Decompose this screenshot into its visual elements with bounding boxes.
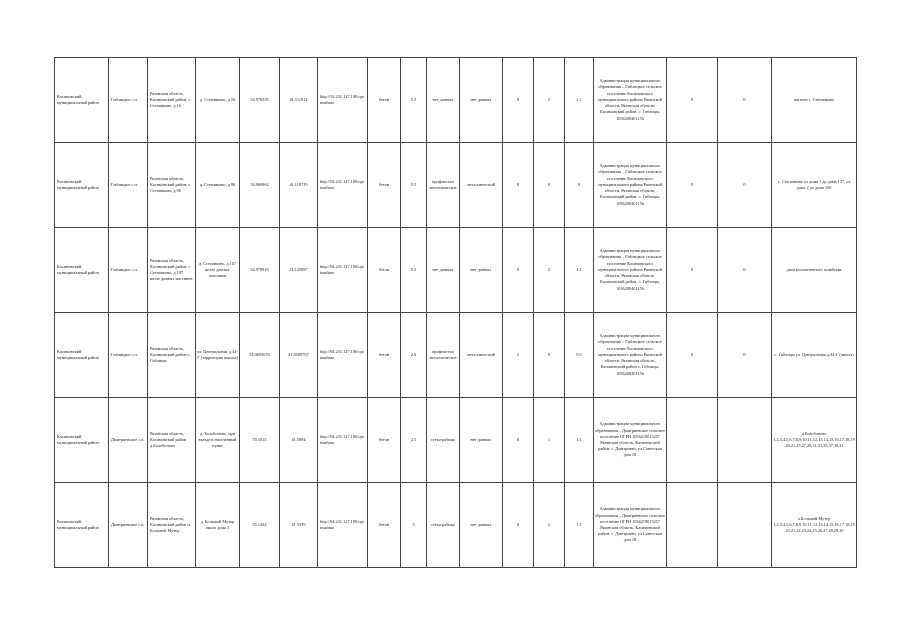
cell-surface: бетон: [368, 58, 401, 143]
table-row: [55, 483, 857, 568]
cell-cover: металлический: [460, 143, 503, 228]
cell-link: http://94.231.127.100/opt imahmo: [318, 483, 368, 568]
cell-n3: [667, 483, 718, 568]
cell-lon: 41.0509767: [280, 313, 318, 398]
cell-n2: 1: [534, 398, 565, 483]
cell-settlement: Дмитриевское с.п.: [109, 398, 148, 483]
cell-sources: п.Большой Мутор 1,2,3,4,5,6,7,8,9,10,11,12,13,14,15,16,17,18,19,20,21,22,23,24,25,26,27,28,29,30: [772, 483, 857, 568]
cell-settlement: Дмитриевское с.п.: [109, 483, 148, 568]
cell-district: Касимовский муниципальный район: [55, 228, 109, 313]
cell-n3: 0: [667, 58, 718, 143]
table-row: [55, 313, 857, 398]
table-row: [55, 58, 857, 143]
cell-sources: жители с. Степанково: [772, 58, 857, 143]
cell-fence: нет данных: [427, 58, 460, 143]
table-row: [55, 398, 857, 483]
cell-link: http://94.231.127.100/opt imahmo: [318, 228, 368, 313]
cell-lat: 54.9695676: [240, 313, 280, 398]
cell-district: Касимовский муниципальный район: [55, 398, 109, 483]
cell-settlement: Гиблицкое с.п.: [109, 58, 148, 143]
cell-address: д. Степанково, д.96: [196, 143, 240, 228]
cell-cover: нет данных: [460, 228, 503, 313]
cell-location: Рязанская область, Касимовский район с. Гиблицы: [148, 313, 196, 398]
cell-lon: 41.125887: [280, 228, 318, 313]
cell-area: 2.5: [401, 398, 427, 483]
cell-address: д. Большой Мутор около дома 5: [196, 483, 240, 568]
cell-cover: металлический: [460, 313, 503, 398]
cell-address: д. Степанково, д.107 возле дачных массивов: [196, 228, 240, 313]
cell-cover: нет данных: [460, 58, 503, 143]
cell-address: д. Степанково, д.16: [196, 58, 240, 143]
cell-district: Касимовский муниципальный район: [55, 143, 109, 228]
cell-settlement: Гиблицкое с.п.: [109, 313, 148, 398]
cell-district: Касимовский муниципальный район: [55, 483, 109, 568]
cell-owner: Администрация муниципального образования – Дмитриевское сельское поселение ОГРН 1056219015257 Рязанская область, Касимовский район, с. Дмитриево, ул.Советская дом 18: [594, 483, 667, 568]
cell-fence: нет данных: [427, 228, 460, 313]
cell-location: Рязанская область, Касимовский район п. Большой Мутор: [148, 483, 196, 568]
cell-area: 2.6: [401, 313, 427, 398]
cell-link: http://94.231.127.100/opt imahmo: [318, 398, 368, 483]
cell-n3: [667, 398, 718, 483]
cell-area: 5.5: [401, 143, 427, 228]
cell-owner: Администрация муниципального образования – Гиблицкое сельское поселение Касимовского муниципального района Рязанской области, Рязанская область, Касимовский район, с. Гиблицы, 1056208401156: [594, 143, 667, 228]
cell-n2: 2: [534, 58, 565, 143]
cell-surface: бетон: [368, 483, 401, 568]
cell-surface: бетон: [368, 313, 401, 398]
cell-volume: 1.1: [565, 398, 594, 483]
cell-owner: Администрация муниципального образования – Гиблицкое сельское поселение Касимовского муниципального района Рязанской области, Рязанская область, Касимовский район, с. Гиблицы, 1056208401156: [594, 228, 667, 313]
cell-lon: 41.111912: [280, 58, 318, 143]
cell-lon: 41.5339: [280, 483, 318, 568]
cell-n2: 0: [534, 143, 565, 228]
cell-volume: 1.1: [565, 228, 594, 313]
cell-area: 5: [401, 483, 427, 568]
cell-n3: 0: [667, 313, 718, 398]
cell-lat: 55.1432: [240, 483, 280, 568]
cell-volume: 1.1: [565, 58, 594, 143]
table-body: [55, 58, 857, 568]
cell-n1: 0: [503, 143, 534, 228]
cell-settlement: Гиблицкое с.п.: [109, 228, 148, 313]
cell-surface: бетон: [368, 143, 401, 228]
cell-volume: 0: [565, 143, 594, 228]
cell-owner: Администрация муниципального образования – Дмитриевское сельское поселение ОГРН 1056219015257 Рязанская область, Касимовский район, с. Дмитриево, ул.Советская дом 18: [594, 398, 667, 483]
cell-n2: 0: [534, 313, 565, 398]
cell-fence: профнастил металлическое: [427, 143, 460, 228]
cell-surface: бетон: [368, 228, 401, 313]
cell-lat: 54.976335: [240, 58, 280, 143]
cell-n1: 0: [503, 398, 534, 483]
cell-location: Рязанская область, Касимовский район, с. Степанково, д.107 возле дачных массивов: [148, 228, 196, 313]
cell-n3: 0: [667, 228, 718, 313]
cell-fence: сетка-рабица: [427, 398, 460, 483]
cell-n1: 0: [503, 228, 534, 313]
cell-n4: [718, 483, 772, 568]
cell-sources: д.Болобоново 1,2,3,4,5,6,7,8,9,10,11,12,13,14,15,16,17,18,19,20,21,25,27,29,31,33,35,37,39,41: [772, 398, 857, 483]
cell-location: Рязанская область, Касимовский район д.Болобоново: [148, 398, 196, 483]
cell-settlement: Гиблицкое с.п.: [109, 143, 148, 228]
cell-lon: 41.5894: [280, 398, 318, 483]
cell-area: 5.5: [401, 228, 427, 313]
cell-cover: нет данных: [460, 483, 503, 568]
cell-owner: Администрация муниципального образования – Гиблицкое сельское поселение Касимовского муниципального района Рязанской области, Рязанская область, Касимовский район, с. Гиблицы, 1056208401156: [594, 58, 667, 143]
cell-n4: 0: [718, 58, 772, 143]
cell-location: Рязанская область, Касимовский район, с. Степанково, д.96: [148, 143, 196, 228]
cell-link: http://94.231.127.100/opt imahmo: [318, 58, 368, 143]
cell-sources: дачи коллективного хозяйства: [772, 228, 857, 313]
cell-district: Касимовский муниципальный район: [55, 58, 109, 143]
cell-n1: 1: [503, 313, 534, 398]
cell-lat: 55.1015: [240, 398, 280, 483]
cell-n4: [718, 398, 772, 483]
cell-location: Рязанская область, Касимовский район, с. Степанково, д.16: [148, 58, 196, 143]
cell-link: http://94.231.127.100/opt imahmo: [318, 313, 368, 398]
cell-n3: 0: [667, 143, 718, 228]
cell-surface: бетон: [368, 398, 401, 483]
cell-lat: 54.978919: [240, 228, 280, 313]
cell-district: Касимовский муниципальный район: [55, 313, 109, 398]
cell-area: 5.5: [401, 58, 427, 143]
table-row: [55, 228, 857, 313]
cell-fence: профнастил металлическое: [427, 313, 460, 398]
cell-n1: 0: [503, 483, 534, 568]
cell-owner: Администрация муниципального образования – Гиблицкое сельское поселение Касимовского муниципального района Рязанской области, Рязанская область, Касимовский район с. Гиблицы, 1056208401156: [594, 313, 667, 398]
cell-cover: нет данных: [460, 398, 503, 483]
cell-lon: 41.118719: [280, 143, 318, 228]
cell-n4: 0: [718, 313, 772, 398]
cell-link: http://94.231.127.100/opt imahmo: [318, 143, 368, 228]
cell-n4: 0: [718, 143, 772, 228]
cell-n1: 0: [503, 58, 534, 143]
cell-lat: 54.969962: [240, 143, 280, 228]
cell-volume: 1.1: [565, 483, 594, 568]
cell-sources: с. Гиблицы ул. Центральная д.44-Г (школа): [772, 313, 857, 398]
cell-fence: сетка-рабица: [427, 483, 460, 568]
cell-volume: 0.5: [565, 313, 594, 398]
cell-n2: 2: [534, 483, 565, 568]
container-sites-table: [54, 57, 857, 568]
cell-sources: с. Степанково от дома 1 до дома 137, от дома 2 до дома 100: [772, 143, 857, 228]
cell-n4: 0: [718, 228, 772, 313]
cell-n2: 2: [534, 228, 565, 313]
cell-address: ул. Центральная, д.44-Г (территория школы): [196, 313, 240, 398]
cell-address: д. Болобоново, при въезде в населенный пункт: [196, 398, 240, 483]
table-row: [55, 143, 857, 228]
